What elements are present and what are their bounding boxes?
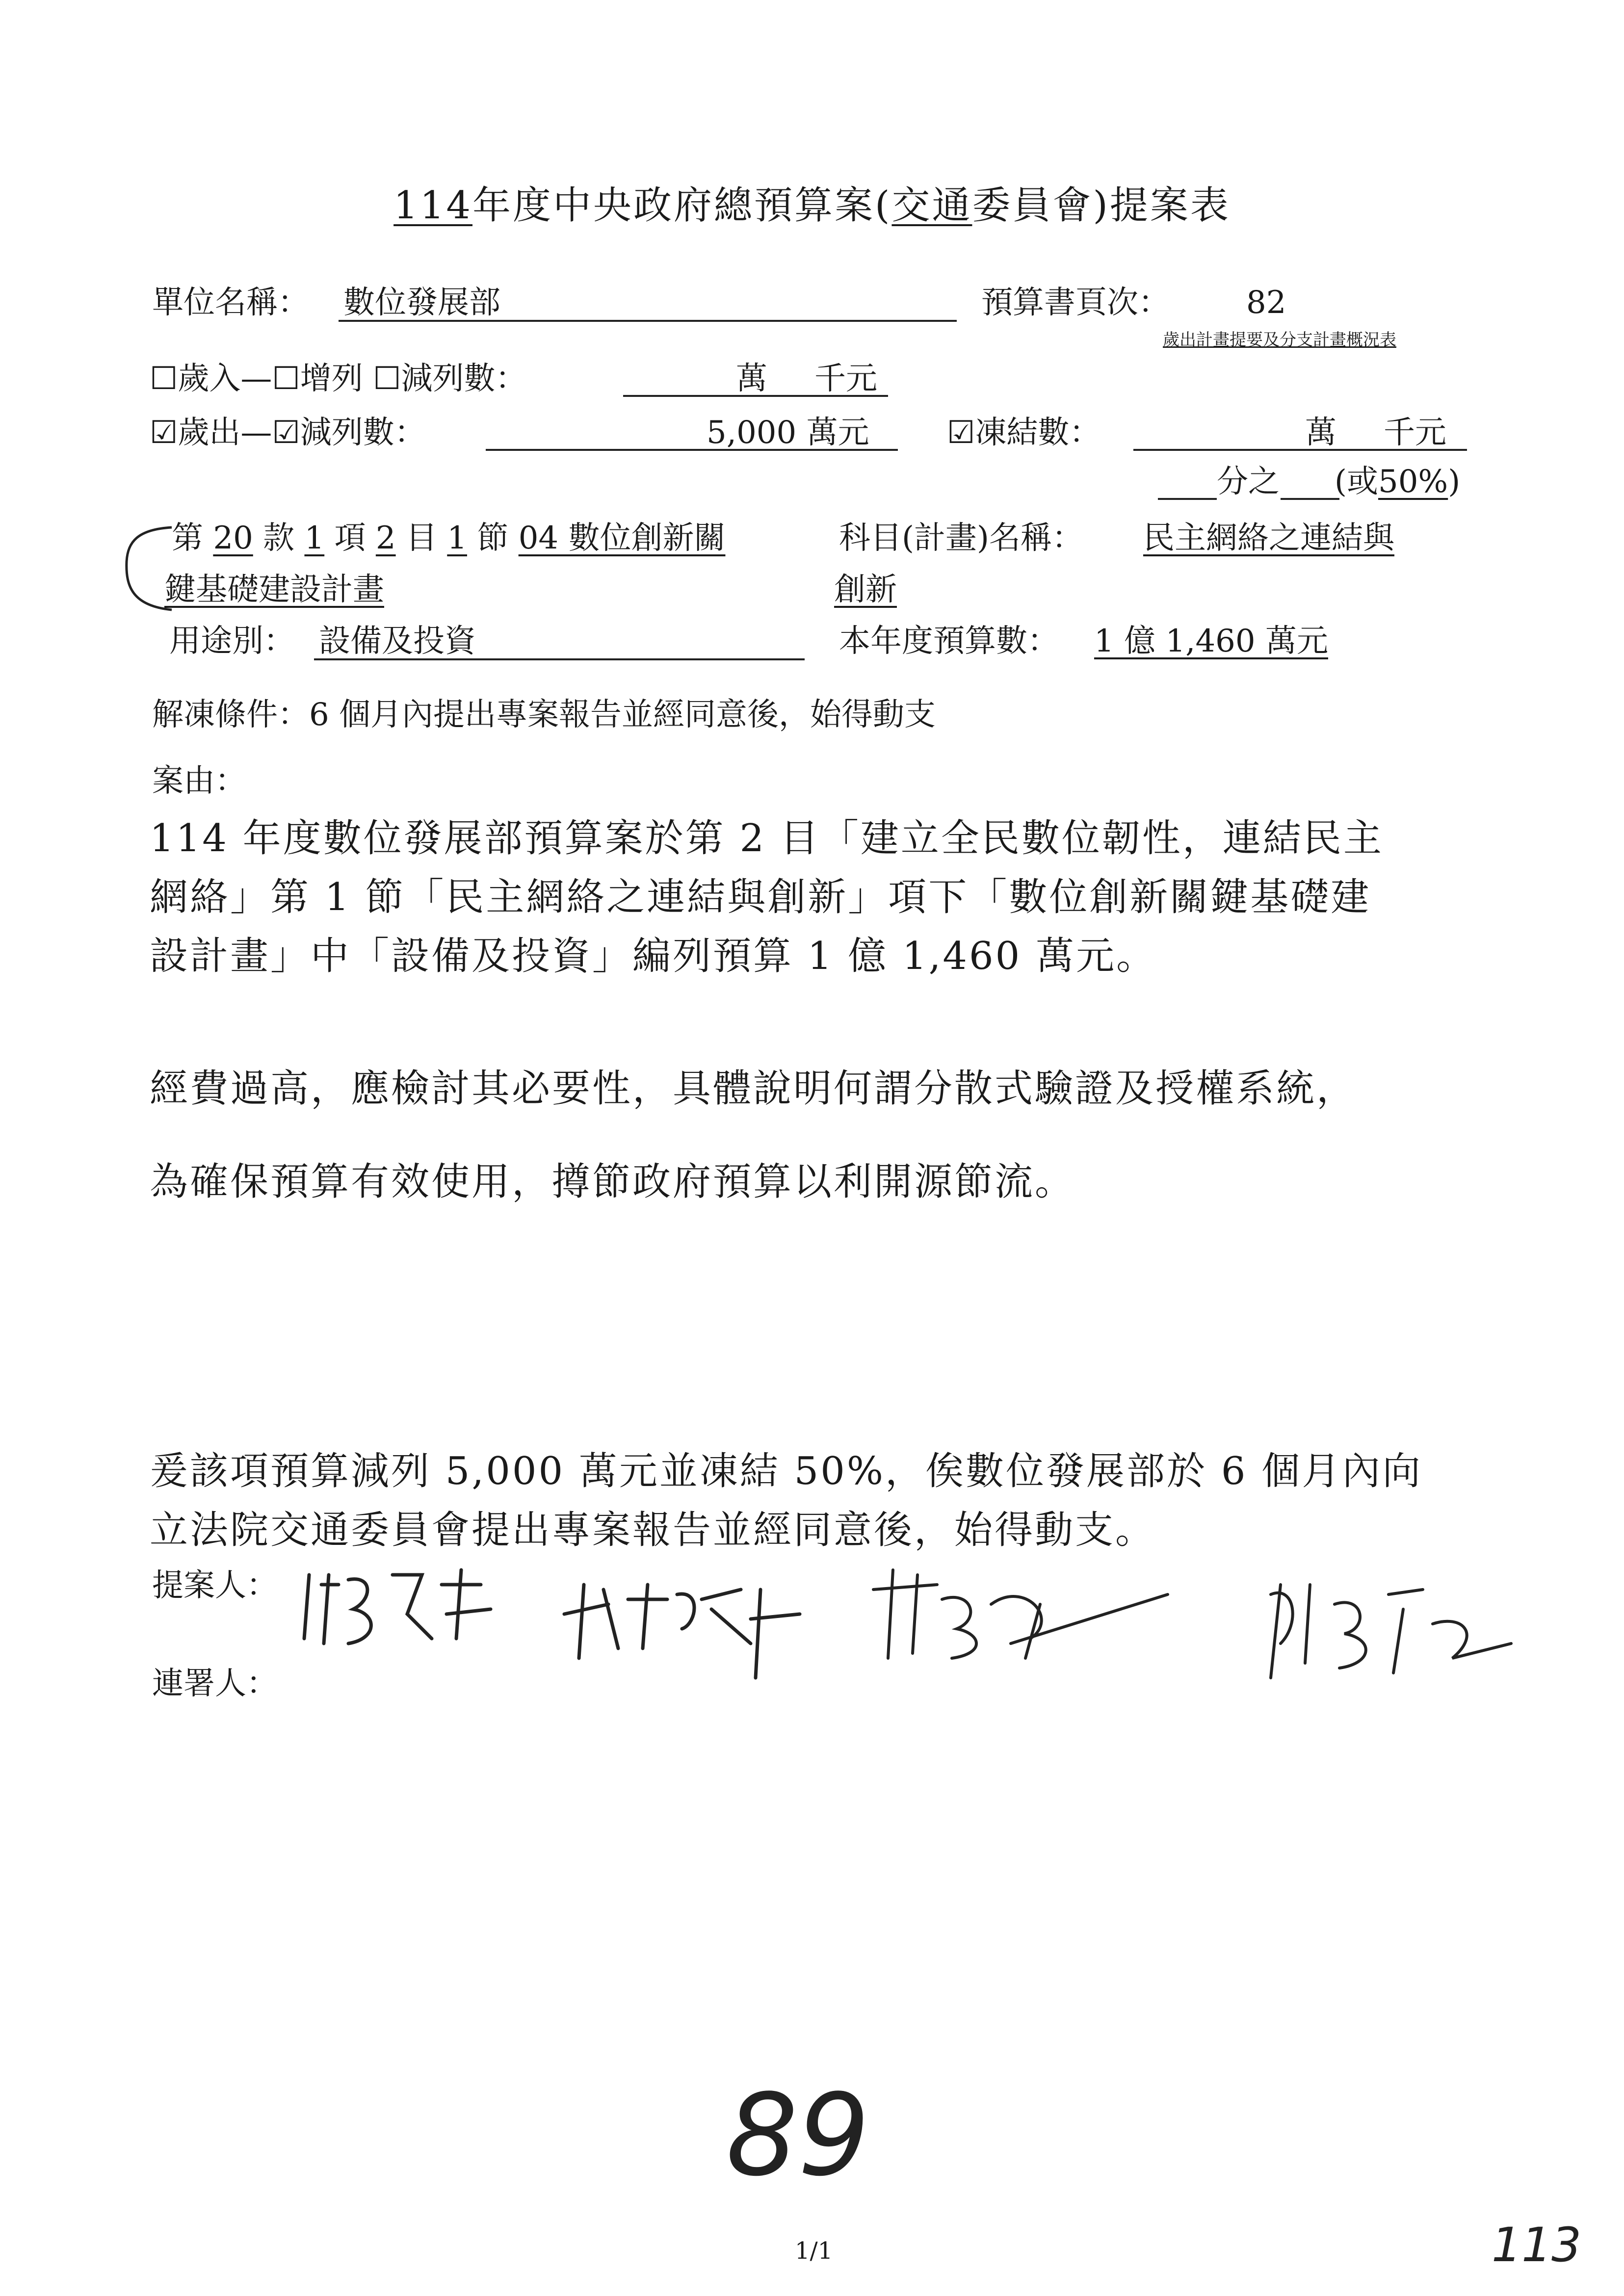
title-year: 114: [393, 183, 472, 228]
page-ref-sub: 歲出計畫提要及分支計畫概況表: [1163, 330, 1396, 350]
reason-para-2: 經費過高，應檢討其必要性，具體說明何謂分散式驗證及授權系統，: [150, 1067, 1357, 1111]
unit-value: 數位發展部: [343, 285, 500, 321]
unfreeze-condition: 解凍條件：6 個月內提出專案報告並經同意後，始得動支: [152, 697, 936, 733]
proposer-label: 提案人：: [152, 1567, 278, 1604]
reason-label: 案由：: [152, 763, 246, 799]
reason-line-1: 114 年度數位發展部預算案於第 2 目「建立全民數位韌性，連結民主: [150, 816, 1384, 861]
reason-para-3: 為確保預算有效使用，撙節政府預算以利開源節流。: [150, 1160, 1075, 1204]
budget-label: 本年度預算數：: [839, 623, 1059, 659]
item-ref-line2: 鍵基礎建設計畫: [164, 572, 384, 608]
unit-label: 單位名稱：: [152, 285, 309, 321]
revenue-qian: 千元: [814, 361, 877, 397]
revenue-row: ☐歲入—☐增列 ☐減列數：: [150, 361, 527, 397]
fraction-or: (或50%): [1335, 464, 1461, 500]
freeze-label: ☑凍結數：: [947, 415, 1101, 451]
footer-page: 1/1: [795, 2237, 833, 2265]
signature-2: [554, 1570, 810, 1697]
title-committee: 交通: [891, 183, 972, 228]
document-title: 114年度中央政府總預算案(交通委員會)提案表: [393, 183, 1231, 228]
fraction-fen: 分之: [1217, 464, 1280, 500]
usage-label: 用途別：: [169, 623, 295, 659]
budget-value: 1 億 1,460 萬元: [1094, 623, 1328, 659]
signature-4: [1256, 1565, 1531, 1693]
signature-1: [294, 1555, 520, 1653]
reason-line-3: 設計畫」中「設備及投資」編列預算 1 億 1,460 萬元。: [150, 934, 1157, 978]
freeze-percent: 50%: [1378, 464, 1448, 500]
usage-value: 設備及投資: [319, 623, 476, 659]
signature-3: [864, 1560, 1178, 1668]
freeze-qian: 千元: [1384, 415, 1446, 451]
reason-line-2: 網絡」第 1 節「民主網絡之連結與創新」項下「數位創新關鍵基礎建: [150, 875, 1371, 919]
item-ref-line1: 第 20 款 1 項 2 目 1 節 04 數位創新關: [172, 520, 726, 556]
revenue-wan: 萬: [736, 361, 767, 397]
page-ref-value: 82: [1246, 285, 1286, 321]
freeze-wan: 萬: [1305, 415, 1336, 451]
expense-amount: 5,000 萬元: [707, 415, 869, 451]
subject-value-2: 創新: [834, 572, 897, 608]
corner-mark: 113: [1492, 2218, 1582, 2272]
subject-label: 科目(計畫)名稱：: [839, 520, 1083, 556]
expense-row: ☑歲出—☑減列數：: [150, 415, 426, 451]
subject-value-1: 民主網絡之連結與: [1143, 520, 1394, 556]
handwritten-page-number: 89: [726, 2070, 870, 2201]
resolution-line-2: 立法院交通委員會提出專案報告並經同意後，始得動支。: [150, 1508, 1156, 1552]
page-ref-label: 預算書頁次：: [981, 285, 1170, 321]
resolution-line-1: 爰該項預算減列 5,000 萬元並凍結 50%，俟數位發展部於 6 個月內向: [150, 1449, 1423, 1493]
cosigner-label: 連署人：: [152, 1666, 278, 1702]
